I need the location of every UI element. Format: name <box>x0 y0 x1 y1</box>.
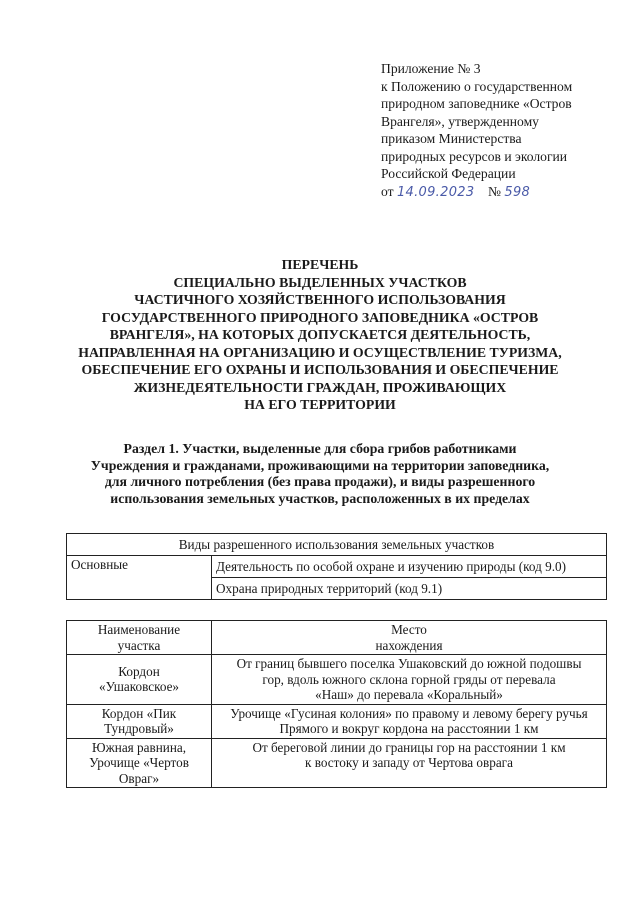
site-name-cell <box>67 704 212 738</box>
section-line: использования земельных участков, расположенных в их пределах <box>110 490 530 506</box>
site-location-cell <box>212 704 607 738</box>
header-text: участка <box>117 637 161 653</box>
appendix-line: к Положению о государственном <box>381 78 573 94</box>
handwritten-number: 598 <box>504 184 531 200</box>
use-cell: Деятельность по особой охране и изучению природы (код 9.0) <box>212 556 607 578</box>
site-name-line: Кордон «Пик <box>101 705 177 721</box>
document-title <box>0 256 640 414</box>
site-name-line: Тундровый» <box>104 721 174 736</box>
title-line: ВРАНГЕЛЯ», НА КОТОРЫХ ДОПУСКАЕТСЯ ДЕЯТЕЛЬНОСТЬ, <box>109 327 531 342</box>
handwritten-date: 14.09.2023 <box>396 184 475 200</box>
appendix-line: природном заповеднике «Остров <box>381 96 572 111</box>
title-line: СПЕЦИАЛЬНО ВЫДЕЛЕННЫХ УЧАСТКОВ <box>173 274 467 290</box>
site-location-line: Урочище «Гусиная колония» по правому и левому берегу ручья <box>230 705 588 721</box>
site-name-cell <box>67 655 212 705</box>
site-location-line: От границ бывшего поселка Ушаковский до южной подошвы <box>236 656 582 671</box>
appendix-line: приказом Министерства <box>381 131 522 146</box>
table-row <box>67 738 607 788</box>
appendix-block <box>381 60 621 201</box>
site-name-line: «Ушаковское» <box>98 679 180 695</box>
site-name-line: Южная равнина, <box>91 739 187 755</box>
appendix-date-line <box>381 183 621 202</box>
header-text: Наименование <box>97 622 181 637</box>
title-line: НАПРАВЛЕННАЯ НА ОРГАНИЗАЦИЮ И ОСУЩЕСТВЛЕНИЕ ТУРИЗМА, <box>78 344 562 360</box>
site-name-line: Овраг» <box>118 770 160 786</box>
use-cell: Охрана природных территорий (код 9.1) <box>212 578 607 600</box>
title-line: НА ЕГО ТЕРРИТОРИИ <box>244 397 396 412</box>
header-text: нахождения <box>375 637 443 653</box>
title-line: ОБЕСПЕЧЕНИЕ ЕГО ОХРАНЫ И ИСПОЛЬЗОВАНИЯ И ОБЕСПЕЧЕНИЕ <box>81 362 559 377</box>
use-row-label: Основные <box>67 556 212 600</box>
table-header-row <box>67 621 607 655</box>
section-line: для личного потребления (без права продажи), и виды разрешенного <box>104 474 536 490</box>
header-text: Место <box>391 622 427 637</box>
title-line: ГОСУДАРСТВЕННОГО ПРИРОДНОГО ЗАПОВЕДНИКА «ОСТРОВ <box>101 309 539 325</box>
title-line: ЧАСТИЧНОГО ХОЗЯЙСТВЕННОГО ИСПОЛЬЗОВАНИЯ <box>134 292 506 307</box>
name-header <box>67 621 212 655</box>
table-row <box>67 704 607 738</box>
site-name-cell <box>67 738 212 788</box>
site-location-line: к востоку и западу от Чертова оврага <box>305 755 513 770</box>
site-name-line: Урочище «Чертов <box>89 755 189 770</box>
site-location-line: гор, вдоль южного склона горной гряды от перевала <box>262 671 556 687</box>
site-name-line: Кордон <box>118 663 160 679</box>
section-heading <box>0 441 640 507</box>
title-line: ПЕРЕЧЕНЬ <box>281 257 359 272</box>
appendix-line: природных ресурсов и экологии <box>381 148 568 164</box>
section-line: Раздел 1. Участки, выделенные для сбора грибов работниками <box>123 441 517 456</box>
site-location-cell <box>212 655 607 705</box>
site-location-cell <box>212 738 607 788</box>
table-row <box>67 655 607 705</box>
site-location-line: Прямого и вокруг кордона на расстоянии 1 км <box>279 721 539 736</box>
appendix-line: Приложение № 3 <box>381 61 481 76</box>
location-table <box>66 620 607 788</box>
place-header <box>212 621 607 655</box>
number-label: № <box>488 183 501 199</box>
appendix-line: Российской Федерации <box>381 166 516 181</box>
appendix-line: Врангеля», утвержденному <box>381 113 539 129</box>
title-line: ЖИЗНЕДЕЯТЕЛЬНОСТИ ГРАЖДАН, ПРОЖИВАЮЩИХ <box>133 379 507 395</box>
site-location-line: «Наш» до перевала «Коральный» <box>315 687 503 702</box>
section-line: Учреждения и гражданами, проживающими на территории заповедника, <box>90 457 550 473</box>
from-label: от <box>381 183 394 199</box>
site-location-line: От береговой линии до границы гор на расстоянии 1 км <box>252 739 566 755</box>
permitted-use-table <box>66 533 607 600</box>
use-table-header: Виды разрешенного использования земельных участков <box>67 534 607 556</box>
